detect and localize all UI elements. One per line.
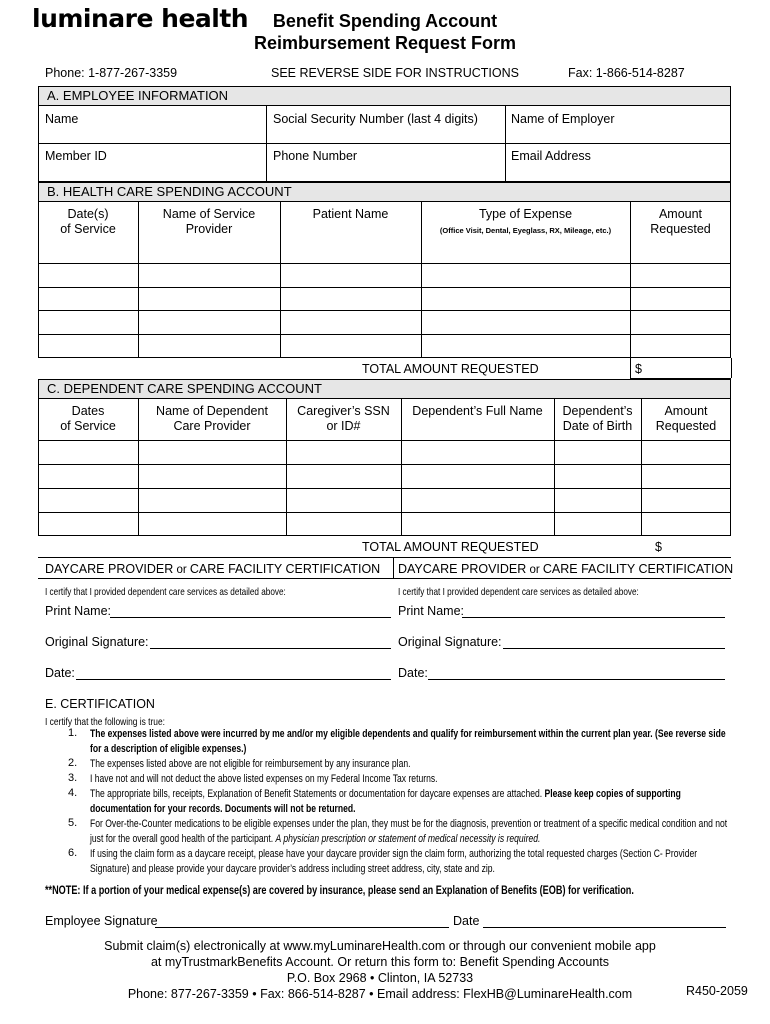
section-e-header: E. CERTIFICATION xyxy=(45,697,155,711)
form-title-line2: Reimbursement Request Form xyxy=(253,33,517,53)
col-dependent-dob: Dependent’s Date of Birth xyxy=(562,404,633,433)
certification-item-text: If using the claim form as a daycare receipt, please have your daycare provider sign the claim form, authorizing the total requested charges (Section C- Provider Signature) and please provide your daycare provider’s address including street address, city, state and zip. xyxy=(90,848,698,875)
daycare-certify-text-right: I certify that I provided dependent care services as detailed above: xyxy=(398,586,639,598)
email-field[interactable]: Email Address xyxy=(511,149,591,163)
print-name-label-right: Print Name: xyxy=(398,604,464,618)
print-name-line-right[interactable] xyxy=(462,602,725,618)
print-name-label-left: Print Name: xyxy=(45,604,111,618)
luminare-health-logo: luminare health xyxy=(32,4,249,33)
total-amount-field-c[interactable]: $ xyxy=(655,540,662,554)
certification-item-bold: The expenses listed above were incurred by me and/or my eligible dependents and qualify for reimbursement within the current plan year. (See reverse side for a description of eligible expenses.) xyxy=(90,728,726,755)
certification-intro: I certify that the following is true: xyxy=(45,716,165,728)
daycare-cert-title-right: DAYCARE PROVIDER or CARE FACILITY CERTIFICATION xyxy=(398,562,734,576)
col-dependent-name: Dependent’s Full Name xyxy=(412,404,543,418)
signature-line-left[interactable] xyxy=(150,633,391,649)
employee-date-line[interactable] xyxy=(483,912,726,928)
certification-item-number: 1. xyxy=(68,727,78,739)
certification-item-number: 5. xyxy=(68,817,78,829)
signature-line-right[interactable] xyxy=(503,633,725,649)
col-service-provider: Name of Service Provider xyxy=(162,207,256,236)
certification-item-text: I have not and will not deduct the above listed expenses on my Federal Income Tax returns. xyxy=(90,773,438,785)
header-instructions: SEE REVERSE SIDE FOR INSTRUCTIONS xyxy=(271,66,519,80)
eob-note: **NOTE: If a portion of your medical expense(s) are covered by insurance, please send an Explanation of Benefits (EOB) for verification. xyxy=(45,883,634,897)
ssn-field[interactable]: Social Security Number (last 4 digits) xyxy=(273,112,478,126)
col-amount-requested-c: Amount Requested xyxy=(655,404,717,433)
member-id-field[interactable]: Member ID xyxy=(45,149,107,163)
col-patient-name: Patient Name xyxy=(312,207,389,221)
signature-label-right: Original Signature: xyxy=(398,635,502,649)
signature-label-left: Original Signature: xyxy=(45,635,149,649)
col-type-of-expense: Type of Expense xyxy=(478,207,573,221)
header-fax: Fax: 1-866-514-8287 xyxy=(568,66,685,80)
certification-item-number: 6. xyxy=(68,847,78,859)
date-label-right: Date: xyxy=(398,666,428,680)
footer-line1: Submit claim(s) electronically at www.myLuminareHealth.com or through our convenient mobile app xyxy=(104,939,656,953)
section-a-header: A. EMPLOYEE INFORMATION xyxy=(38,86,731,106)
footer-line3: P.O. Box 2968 • Clinton, IA 52733 xyxy=(286,971,474,985)
print-name-line-left[interactable] xyxy=(110,602,391,618)
total-amount-label-c: TOTAL AMOUNT REQUESTED xyxy=(362,540,539,554)
col-dates-of-service-c: Dates of Service xyxy=(60,404,116,433)
employee-date-label: Date xyxy=(453,914,480,928)
certification-item-number: 4. xyxy=(68,787,78,799)
header-phone: Phone: 1-877-267-3359 xyxy=(45,66,178,80)
type-of-expense-note: (Office Visit, Dental, Eyeglass, RX, Mileage, etc.) xyxy=(439,226,612,235)
footer-line2: at myTrustmarkBenefits Account. Or return this form to: Benefit Spending Accounts xyxy=(150,955,610,969)
employee-signature-line[interactable] xyxy=(155,912,449,928)
total-amount-field[interactable]: $ xyxy=(635,362,642,376)
total-amount-label: TOTAL AMOUNT REQUESTED xyxy=(362,362,539,376)
certification-item-text: For Over-the-Counter medications to be eligible expenses under the plan, they must be for the diagnosis, prevention or treatment of a specific medical condition and not just for the overall good health of the participant. xyxy=(90,818,728,845)
footer-line4: Phone: 877-267-3359 • Fax: 866-514-8287 • Email address: FlexHB@LuminareHealth.com xyxy=(127,987,633,1001)
section-b-header: B. HEALTH CARE SPENDING ACCOUNT xyxy=(38,182,731,202)
form-title-line1: Benefit Spending Account xyxy=(272,11,498,31)
col-care-provider: Name of Dependent Care Provider xyxy=(156,404,268,433)
daycare-cert-title-left: DAYCARE PROVIDER or CARE FACILITY CERTIFICATION xyxy=(45,562,381,576)
certification-item-bold: Please keep copies of supporting documentation for your records. Documents will not be returned. xyxy=(90,788,681,815)
certification-item-number: 3. xyxy=(68,772,78,784)
date-line-left[interactable] xyxy=(76,664,391,680)
section-c-header: C. DEPENDENT CARE SPENDING ACCOUNT xyxy=(38,379,731,399)
certification-item-text: The expenses listed above are not eligible for reimbursement by any insurance plan. xyxy=(90,758,411,770)
certification-item-italic: A physician prescription or statement of medical necessity is required. xyxy=(275,832,541,845)
col-amount-requested: Amount Requested xyxy=(650,207,711,236)
daycare-certify-text-left: I certify that I provided dependent care services as detailed above: xyxy=(45,586,286,598)
col-dates-of-service: Date(s) of Service xyxy=(60,207,116,236)
phone-field[interactable]: Phone Number xyxy=(273,149,358,163)
date-label-left: Date: xyxy=(45,666,75,680)
certification-item-number: 2. xyxy=(68,757,78,769)
employee-signature-label: Employee Signature xyxy=(45,914,158,928)
certification-item-text: The appropriate bills, receipts, Explanation of Benefit Statements or documentation for daycare expenses are attached. xyxy=(90,788,545,800)
date-line-right[interactable] xyxy=(428,664,725,680)
name-field[interactable]: Name xyxy=(45,112,79,126)
form-code: R450-2059 xyxy=(686,984,748,998)
employer-field[interactable]: Name of Employer xyxy=(511,112,615,126)
col-caregiver-ssn: Caregiver’s SSN or ID# xyxy=(297,404,390,433)
